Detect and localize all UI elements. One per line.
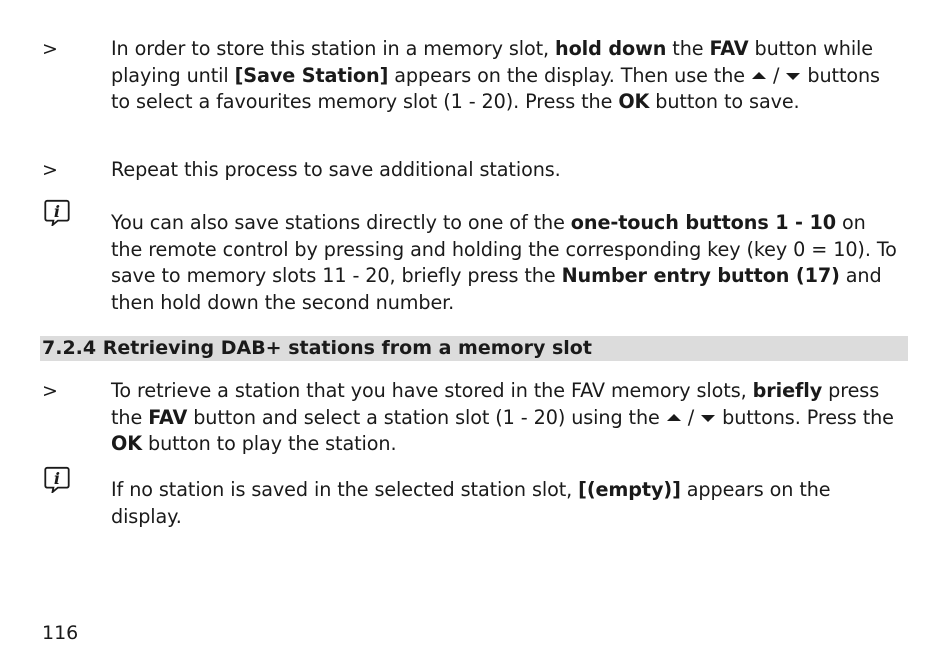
page-number: 116 <box>42 622 79 644</box>
svg-text:i: i <box>53 202 61 221</box>
text-run: If no station is saved in the selected station slot, <box>111 478 579 501</box>
text-run: appears on the display. <box>111 478 831 528</box>
svg-text:i: i <box>53 469 61 488</box>
info-icon <box>42 466 72 493</box>
section-heading: 7.2.4 Retrieving DAB+ stations from a memory slot <box>42 337 592 359</box>
text-run: on the remote control by pressing and holding the corresponding key (key 0 = 10). To save to memory slots 11 - 20, briefly press the <box>111 211 897 288</box>
arrow-down-icon <box>700 412 716 424</box>
arrow-down-icon <box>785 70 801 82</box>
section-heading-bar <box>40 336 908 361</box>
bullet-marker: > <box>42 380 58 402</box>
text-run: You can also save stations directly to one of the <box>111 211 571 234</box>
text-run: buttons to select a favourites memory slot (1 - 20). Press the <box>111 63 880 114</box>
text-run: / <box>767 63 786 87</box>
text-run: appears on the display. Then use the <box>388 63 751 87</box>
bold-fav: FAV <box>148 405 188 429</box>
text-run: / <box>681 405 701 429</box>
bullet-marker: > <box>42 38 58 60</box>
bold-save-station: [Save Station] <box>234 63 389 87</box>
text-run: and then hold down the second number. <box>111 264 882 314</box>
arrow-up-icon <box>751 70 767 82</box>
bold-number-entry-button: Number entry button (17) <box>561 264 840 288</box>
info-icon <box>42 199 72 226</box>
bold-one-touch-buttons: one-touch buttons 1 - 10 <box>570 211 837 234</box>
text-run: button while playing until <box>111 37 873 87</box>
text-run: press the <box>111 379 880 429</box>
text-run: button and select a station slot (1 - 20) using the <box>187 405 666 429</box>
bold-briefly: briefly <box>752 379 823 402</box>
text-run: button to play the station. <box>141 432 397 456</box>
info-note-2-text <box>111 477 901 530</box>
bold-empty: [(empty)] <box>578 478 681 501</box>
step-2-text: Repeat this process to save additional stations. <box>111 158 561 181</box>
bullet-marker: > <box>42 159 58 181</box>
text-run: In order to store this station in a memory slot, <box>111 37 556 60</box>
bold-fav: FAV <box>709 37 749 60</box>
text-run: buttons. Press the <box>716 405 894 429</box>
bold-ok: OK <box>618 90 650 114</box>
text-run: the <box>666 37 710 60</box>
step-1-text <box>111 36 901 116</box>
arrow-up-icon <box>666 412 682 424</box>
text-run: button to save. <box>649 90 800 114</box>
text-run: To retrieve a station that you have stored in the FAV memory slots, <box>111 379 753 402</box>
info-note-1-text <box>111 210 901 316</box>
step-3-text <box>111 378 901 458</box>
bold-hold-down: hold down <box>555 37 667 60</box>
bold-ok: OK <box>111 432 142 456</box>
